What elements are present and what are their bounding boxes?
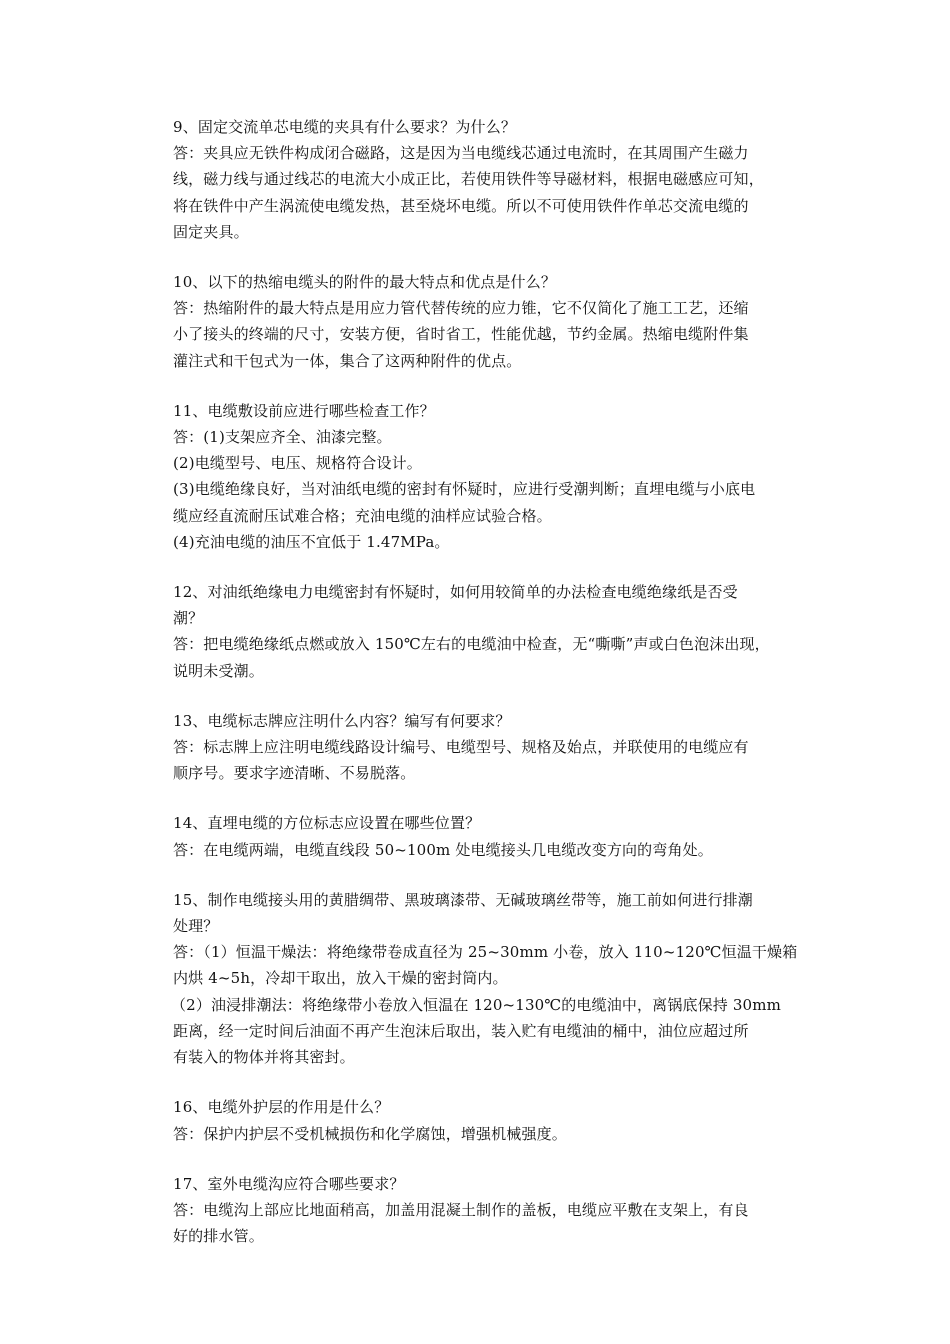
answer-line: (2)电缆型号、电压、规格符合设计。 xyxy=(173,454,422,473)
answer-line: 说明未受潮。 xyxy=(173,661,264,680)
answer-line: 答：夹具应无铁件构成闭合磁路，这是因为当电缆线芯通过电流时，在其周围产生磁力 xyxy=(173,144,749,163)
question-line: 12、对油纸绝缘电力电缆密封有怀疑时，如何用较简单的办法检查电缆绝缘纸是否受 xyxy=(173,583,738,602)
question-line: 13、电缆标志牌应注明什么内容？编写有何要求？ xyxy=(173,711,511,730)
question-line: 15、制作电缆接头用的黄腊绸带、黑玻璃漆带、无碱玻璃丝带等，施工前如何进行排潮 xyxy=(173,890,753,909)
document-page xyxy=(173,114,813,1273)
answer-line: 缆应经直流耐压试难合格；充油电缆的油样应试验合格。 xyxy=(173,506,552,525)
answer-line: 答：把电缆绝缘纸点燃或放入 150℃左右的电缆油中检查，无“嘶嘶”声或白色泡沫出现， xyxy=(173,635,770,654)
question-line: 潮？ xyxy=(173,609,204,628)
question-line: 17、室外电缆沟应符合哪些要求？ xyxy=(173,1174,405,1193)
question-line: 9、固定交流单芯电缆的夹具有什么要求？为什么？ xyxy=(173,118,516,136)
qa-block-14 xyxy=(173,810,813,862)
answer-line: 答：(1)支架应齐全、油漆完整。 xyxy=(173,428,392,447)
question-line: 14、直埋电缆的方位标志应设置在哪些位置？ xyxy=(173,814,481,833)
qa-block-9 xyxy=(173,114,813,245)
answer-line: (3)电缆绝缘良好，当对油纸电缆的密封有怀疑时，应进行受潮判断；直埋电缆与小底电 xyxy=(173,480,756,499)
answer-line: 顺序号。要求字迹清晰、不易脱落。 xyxy=(173,764,416,783)
qa-block-16 xyxy=(173,1094,813,1146)
question-line: 16、电缆外护层的作用是什么？ xyxy=(173,1098,390,1117)
answer-line: 固定夹具。 xyxy=(173,222,249,241)
qa-block-12 xyxy=(173,579,813,684)
answer-line: (4)充油电缆的油压不宜低于 1.47MPa。 xyxy=(173,532,450,551)
answer-line: 答：（1）恒温干燥法：将绝缘带卷成直径为 25~30mm 小卷，放入 110~120℃恒温干燥箱 xyxy=(173,943,798,962)
answer-line: 内烘 4~5h，冷却干取出，放入干燥的密封筒内。 xyxy=(173,969,508,988)
answer-line: 灌注式和干包式为一体，集合了这两种附件的优点。 xyxy=(173,351,522,370)
answer-line: 线，磁力线与通过线芯的电流大小成正比，若使用铁件等导磁材料，根据电磁感应可知， xyxy=(173,170,764,189)
answer-line: 答：在电缆两端，电缆直线段 50~100m 处电缆接头几电缆改变方向的弯角处。 xyxy=(173,840,713,859)
question-line: 处理？ xyxy=(173,917,219,936)
answer-line: 答：热缩附件的最大特点是用应力管代替传统的应力锥，它不仅简化了施工工艺，还缩 xyxy=(173,299,749,318)
answer-line: 有装入的物体并将其密封。 xyxy=(173,1048,355,1067)
answer-line: 小了接头的终端的尺寸，安装方便，省时省工，性能优越，节约金属。热缩电缆附件集 xyxy=(173,325,749,344)
answer-line: 好的排水管。 xyxy=(173,1227,264,1246)
answer-line: （2）油浸排潮法：将绝缘带小卷放入恒温在 120~130℃的电缆油中，离锅底保持 30mm xyxy=(171,995,781,1014)
question-line: 10、以下的热缩电缆头的附件的最大特点和优点是什么？ xyxy=(173,273,556,292)
qa-block-11 xyxy=(173,398,813,555)
qa-block-15 xyxy=(173,887,813,1070)
qa-block-13 xyxy=(173,708,813,787)
question-line: 11、电缆敷设前应进行哪些检查工作？ xyxy=(173,401,435,420)
answer-line: 答：电缆沟上部应比地面稍高，加盖用混凝土制作的盖板，电缆应平敷在支架上，有良 xyxy=(173,1200,749,1219)
answer-line: 答：保护内护层不受机械损伤和化学腐蚀，增强机械强度。 xyxy=(173,1124,567,1143)
answer-line: 距离，经一定时间后油面不再产生泡沫后取出，装入贮有电缆油的桶中，油位应超过所 xyxy=(173,1021,749,1040)
qa-block-10 xyxy=(173,269,813,374)
answer-line: 将在铁件中产生涡流使电缆发热，甚至烧坏电缆。所以不可使用铁件作单芯交流电缆的 xyxy=(173,196,749,215)
qa-block-17 xyxy=(173,1171,813,1250)
answer-line: 答：标志牌上应注明电缆线路设计编号、电缆型号、规格及始点，并联使用的电缆应有 xyxy=(173,738,749,757)
